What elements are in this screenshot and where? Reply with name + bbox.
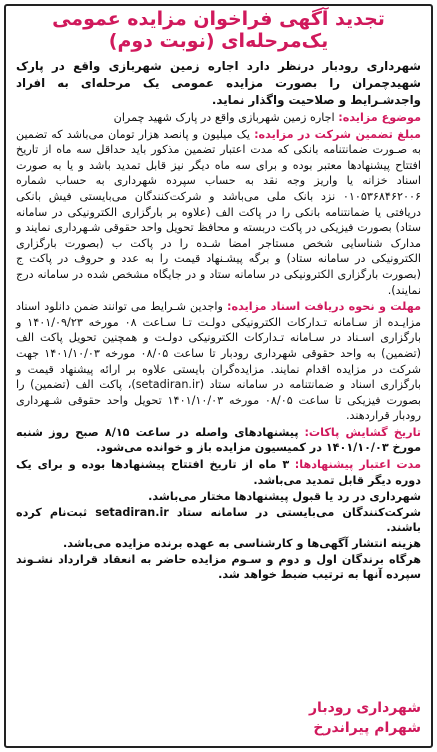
opening-text: پیشنهادهای واصله در ساعت ۸/۱۵ صبح روز شنبه مورخ ۱۴۰۱/۱۰/۰۳ در کمیسیون مزایده باز و خوانده می‌شود. (16, 425, 421, 455)
note-item: شرکت‌کنندگان می‌بایستی در سامانه ستاد setadiran.ir ثبت‌نام کرده باشند. (16, 505, 421, 535)
documents-label: مهلت و نحوه دریافت اسناد مزایده: (226, 300, 422, 314)
note-item: شهرداری در رد یا قبول پیشنهادها مختار می‌باشد. (148, 490, 421, 504)
subject-text: اجاره زمین شهربازی واقع در پارک شهید چمران (113, 111, 335, 124)
subject-label: موضوع مزایده: (338, 111, 421, 124)
opening-label: تاریخ گشایش پاکات: (304, 425, 421, 439)
notes-list (16, 489, 421, 583)
notice-subtitle: یک‌مرحله‌ای (نوبت دوم) (108, 30, 329, 52)
documents-text: واجدین شـرایط می توانند ضمن دانلود اسناد مزایـده از سـامانه تـدارکات الکترونیکی دولـت تـا سـاعت ۰۸ مورخه ۱۴۰۱/۰۹/۲۳ و بارگزاری اسـناد در سـامانه تـدارکات الکترونیکی دولـت و همچنین تحویل پاکت الف (تضمین) به واحد حقوقی شهرداری رودبار تا ساعت ۰۸/۰۵ مورخه ۱۴۰۱/۱۰/۰۳ جهت شرکت در مزایده اقدام نمایند. مزایده‌گران بایستی علاوه بر ارائه پیشنهاد قیمت و بارگزاری اسناد و ضمانتنامه در سامانه ستاد (setadiran.ir)، پاکت الف (تضمین) را بصورت فیزیکی تا ساعت ۰۸/۰۵ مورخه ۱۴۰۱/۱۰/۰۳ تحویل واحد حقوقی شـهرداری رودبار قراردهند. (16, 300, 422, 423)
validity-text: ۳ ماه از تاریخ افتتاح پیشنهادها بوده و برای یک دوره دیگر قابل تمدید می‌باشد. (16, 458, 421, 487)
deposit-label: مبلغ تضمین شرکت در مزایده: (254, 127, 421, 141)
deposit-section (16, 127, 421, 299)
note-item: هرگاه برندگان اول و دوم و سـوم مزایده حاضر به انعقاد قرارداد نشـوند سپرده آنها به ترتیب ضبط خواهد شد. (16, 552, 421, 582)
signature-block (309, 698, 421, 738)
signature-name: شهرام پیراندرخ (313, 720, 421, 736)
deposit-text: یک میلیون و پانصد هزار تومان می‌باشد که تضمین به صـورت ضمانتنامه بانکی که مدت اعتبار تضمین مذکور باید حداقل سه ماه از تاریخ افتتاح پیشنهادها معتبر بوده و برای سه ماه دیگر نیز قابل تمدید باشد و یا به صورت اسناد خزانه یا واریز وجه نقد به حساب سپرده شهرداری به حساب شماره ۰۱۰۵۳۶۸۴۶۲۰۰۶ نزد بانک ملی می‌باشد و شرکت‌کنندگان می‌بایستی فیش بانکی دریافتی یا ضمانتنامه بانکی را در پاکت الف (علاوه بر بارگزاری الکترونیکی در سامانه ستاد) بصورت فیزیکی در پاکت دربسته و محافظ تحویل واحد حقوقی شـهرداری نمایند و مدارک شناسایی شخص مستاجر امضا شـده را در پاکت ب (بصورت بارگزاری الکترونیکی در سامانه ستاد) و برگه پیشـنهاد قیمت را به عدد و حروف در پاکت ج (بصورت بارگزاری الکترونیکی در سامانه ستاد و در جایگاه مشخص شده در سامانه درج نمایند). (16, 127, 421, 297)
notice-body (16, 58, 421, 583)
validity-label: مدت اعتبار پیشنهادها: (294, 458, 421, 472)
intro-paragraph: شهرداری رودبار درنظر دارد اجاره زمین شهربازی واقع در پارک شهیدچمران را بصورت مزایده عمومی یک مرحله‌ای به افراد واجدشـرایط و صلاحیت واگذار نماید. (16, 59, 421, 107)
notice-title: تجدید آگهی فراخوان مزایده عمومی (52, 8, 385, 30)
validity-section (16, 457, 421, 488)
subject-section (16, 110, 421, 126)
signature-organization: شهرداری رودبار (309, 700, 421, 716)
documents-section (16, 299, 421, 424)
note-item: هزینه انتشار آگهی‌ها و کارشناسی به عهده برنده مزایده می‌باشد. (63, 537, 421, 551)
opening-section (16, 425, 421, 456)
